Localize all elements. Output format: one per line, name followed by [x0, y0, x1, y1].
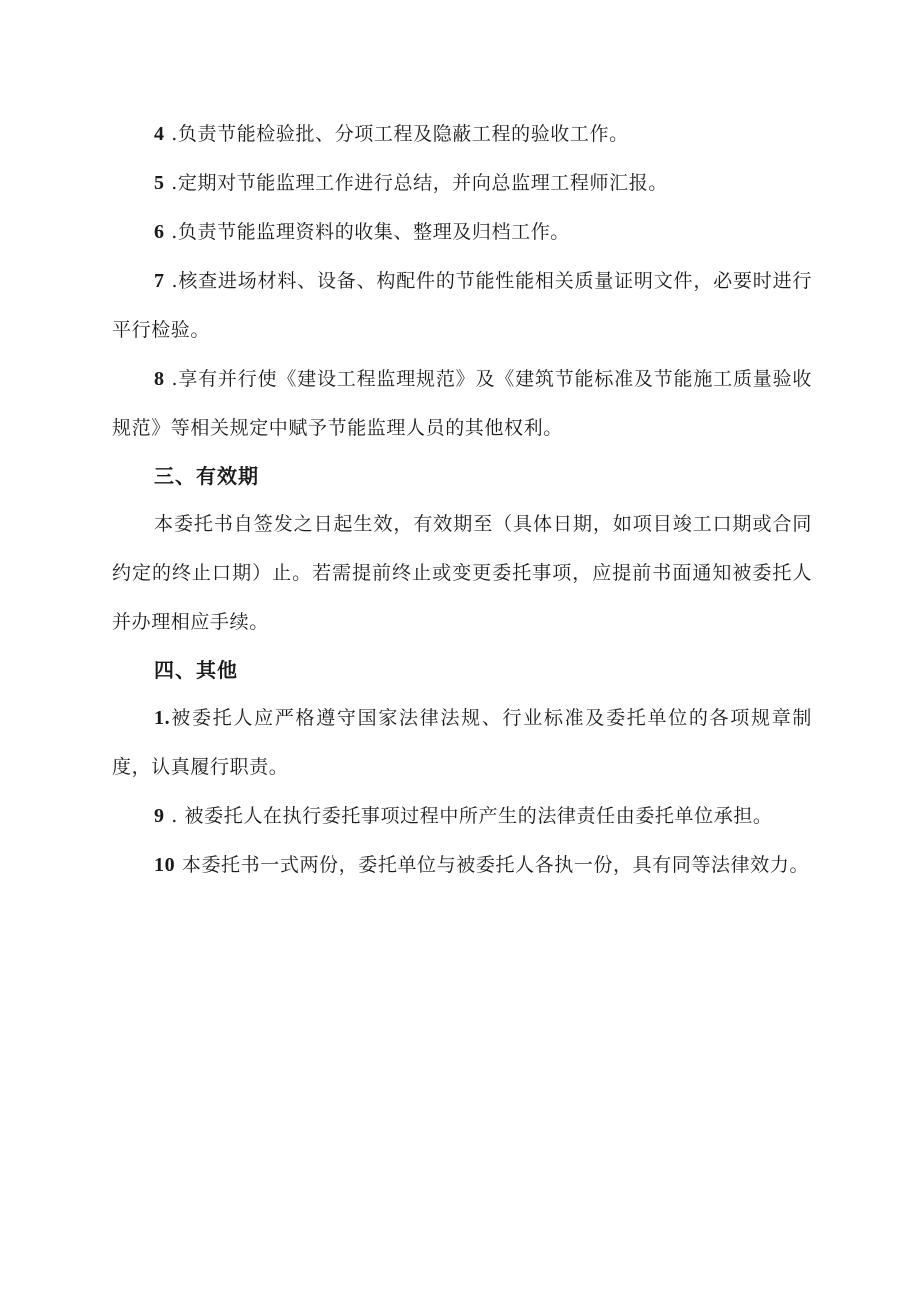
item-separator: . [164, 805, 185, 827]
list-item-6 [112, 208, 812, 257]
item-text: 定期对节能监理工作进行总结，并向总监理工程师汇报。 [177, 172, 668, 194]
item-number: 7 [154, 270, 165, 292]
item-text: 被委托人应严格遵守国家法律法规、行业标准及委托单位的各项规章制度，认真履行职责。 [112, 707, 812, 778]
other-item-9 [112, 792, 812, 841]
item-separator: . [164, 368, 179, 390]
other-item-10 [112, 841, 812, 890]
item-text: 负责节能检验批、分项工程及隐蔽工程的验收工作。 [177, 123, 629, 145]
item-number: 6 [154, 221, 165, 243]
item-text: 本委托书一式两份，委托单位与被委托人各执一份，具有同等法律效力。 [181, 854, 810, 876]
list-item-5 [112, 159, 812, 208]
item-number: 10 [154, 854, 176, 876]
item-separator [175, 854, 182, 876]
item-separator: . [164, 270, 179, 292]
list-item-8 [112, 355, 812, 453]
item-number: 1. [154, 707, 171, 729]
validity-paragraph: 本委托书自签发之日起生效，有效期至（具体日期，如项目竣工口期或合同约定的终止口期）止。若需提前终止或变更委托事项，应提前书面通知被委托人并办理相应手续。 [112, 513, 812, 633]
list-item-7 [112, 257, 812, 355]
item-text: 负责节能监理资料的收集、整理及归档工作。 [177, 221, 570, 243]
item-separator: . [164, 221, 178, 243]
item-text: 核查进场材料、设备、构配件的节能性能相关质量证明文件，必要时进行平行检验。 [112, 270, 813, 341]
list-item-4 [112, 110, 812, 159]
item-text: 享有并行使《建设工程监理规范》及《建筑节能标准及节能施工质量验收规范》等相关规定中赋予节能监理人员的其他权利。 [112, 368, 813, 439]
item-number: 9 [154, 805, 165, 827]
item-text: 被委托人在执行委托事项过程中所产生的法律责任由委托单位承担。 [184, 805, 773, 827]
section-heading-validity: 三、有效期 [154, 464, 259, 488]
other-item-1 [112, 694, 812, 792]
item-number: 5 [154, 172, 165, 194]
item-separator: . [164, 123, 178, 145]
document-body [112, 110, 812, 890]
item-number: 4 [154, 123, 165, 145]
section-heading-other: 四、其他 [154, 658, 238, 682]
item-number: 8 [154, 368, 165, 390]
item-separator: . [164, 172, 178, 194]
